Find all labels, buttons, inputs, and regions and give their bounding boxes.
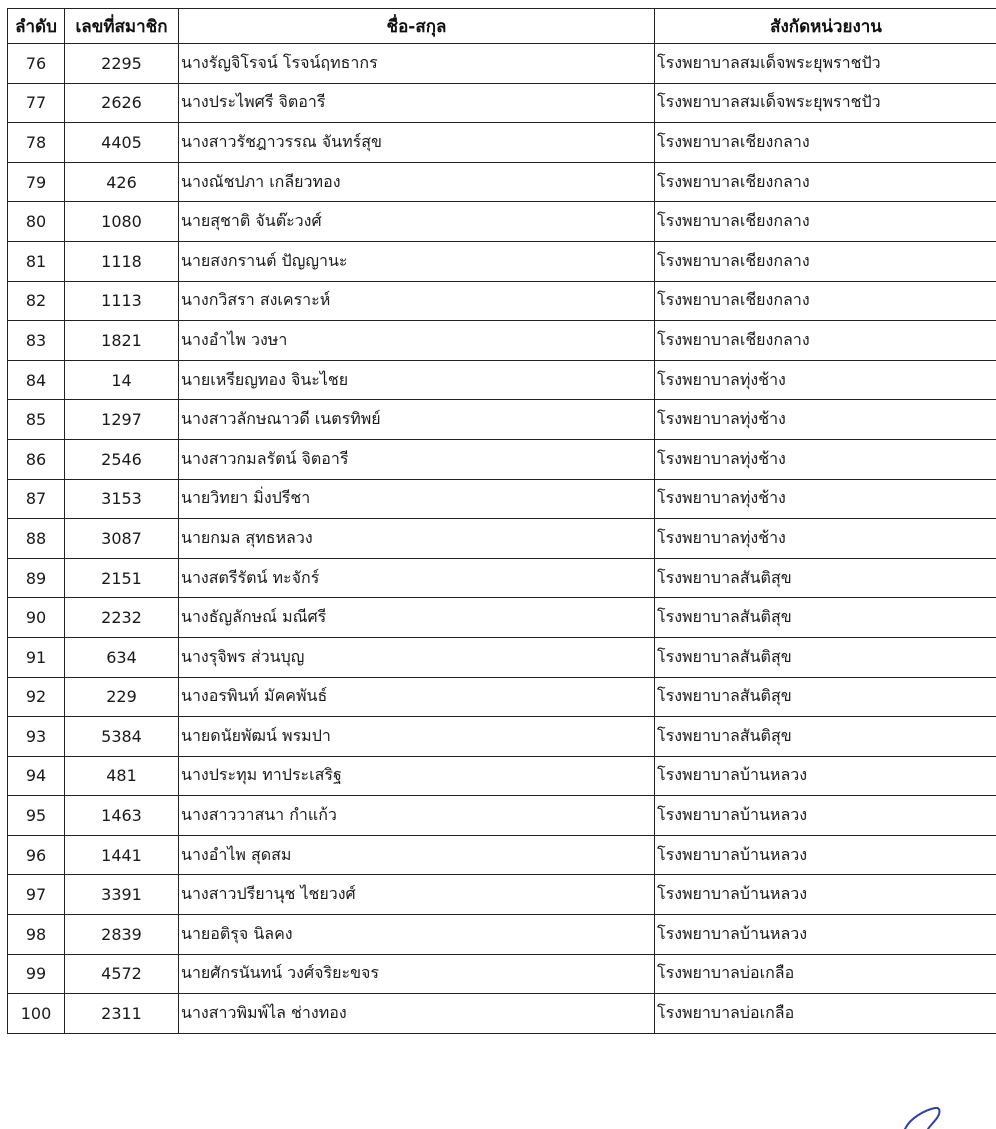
cell-no: 82 — [8, 281, 65, 321]
cell-unit: โรงพยาบาลบ้านหลวง — [655, 915, 996, 955]
cell-no: 86 — [8, 439, 65, 479]
table-row — [8, 479, 996, 519]
cell-name: นายศักรนันทน์ วงศ์จริยะขจร — [179, 954, 655, 994]
cell-unit: โรงพยาบาลเชียงกลาง — [655, 241, 996, 281]
cell-no: 93 — [8, 717, 65, 757]
cell-unit: โรงพยาบาลบ้านหลวง — [655, 796, 996, 836]
table-row — [8, 756, 996, 796]
table-row — [8, 123, 996, 163]
header-no: ลำดับ — [8, 9, 65, 44]
cell-member-id: 1441 — [65, 835, 179, 875]
cell-name: นางณัชปภา เกลียวทอง — [179, 162, 655, 202]
cell-unit: โรงพยาบาลทุ่งช้าง — [655, 439, 996, 479]
cell-name: นางสาวรัชฎาวรรณ จันทร์สุข — [179, 123, 655, 163]
cell-member-id: 2311 — [65, 994, 179, 1034]
cell-name: นางสาววาสนา กำแก้ว — [179, 796, 655, 836]
cell-member-id: 3087 — [65, 519, 179, 559]
cell-name: นายกมล สุทธหลวง — [179, 519, 655, 559]
cell-member-id: 1080 — [65, 202, 179, 242]
cell-unit: โรงพยาบาลสันติสุข — [655, 637, 996, 677]
table-row — [8, 994, 996, 1034]
cell-unit: โรงพยาบาลทุ่งช้าง — [655, 360, 996, 400]
cell-name: นางรัญจิโรจน์ โรจน์ฤทธากร — [179, 44, 655, 84]
table-row — [8, 558, 996, 598]
cell-name: นายเหรียญทอง จินะไชย — [179, 360, 655, 400]
cell-no: 83 — [8, 321, 65, 361]
cell-name: นางรุจิพร ส่วนบุญ — [179, 637, 655, 677]
cell-member-id: 2232 — [65, 598, 179, 638]
table-row — [8, 519, 996, 559]
cell-member-id: 4572 — [65, 954, 179, 994]
cell-member-id: 2295 — [65, 44, 179, 84]
cell-member-id: 426 — [65, 162, 179, 202]
cell-member-id: 3153 — [65, 479, 179, 519]
cell-unit: โรงพยาบาลบ้านหลวง — [655, 875, 996, 915]
table-row — [8, 915, 996, 955]
cell-unit: โรงพยาบาลสันติสุข — [655, 598, 996, 638]
cell-name: นางอำไพ สุดสม — [179, 835, 655, 875]
cell-unit: โรงพยาบาลเชียงกลาง — [655, 202, 996, 242]
cell-member-id: 14 — [65, 360, 179, 400]
table-body — [8, 44, 996, 1034]
cell-no: 97 — [8, 875, 65, 915]
member-list-table — [7, 8, 996, 1034]
table-row — [8, 44, 996, 84]
cell-unit: โรงพยาบาลเชียงกลาง — [655, 162, 996, 202]
cell-no: 85 — [8, 400, 65, 440]
cell-member-id: 4405 — [65, 123, 179, 163]
cell-unit: โรงพยาบาลบ้านหลวง — [655, 835, 996, 875]
cell-member-id: 1297 — [65, 400, 179, 440]
header-row — [8, 9, 996, 44]
cell-unit: โรงพยาบาลทุ่งช้าง — [655, 519, 996, 559]
cell-name: นางอรพินท์ มัคคพันธ์ — [179, 677, 655, 717]
cell-unit: โรงพยาบาลทุ่งช้าง — [655, 479, 996, 519]
table-row — [8, 241, 996, 281]
cell-no: 89 — [8, 558, 65, 598]
cell-name: นางกวิสรา สงเคราะห์ — [179, 281, 655, 321]
cell-name: นางสาวลักษณาวดี เนตรทิพย์ — [179, 400, 655, 440]
cell-member-id: 1113 — [65, 281, 179, 321]
table-header — [8, 9, 996, 44]
header-name: ชื่อ-สกุล — [179, 9, 655, 44]
table-row — [8, 954, 996, 994]
table-row — [8, 400, 996, 440]
cell-member-id: 481 — [65, 756, 179, 796]
cell-name: นางสาวพิมพ์ไล ช่างทอง — [179, 994, 655, 1034]
cell-no: 84 — [8, 360, 65, 400]
header-member-id: เลขที่สมาชิก — [65, 9, 179, 44]
cell-no: 79 — [8, 162, 65, 202]
table-row — [8, 83, 996, 123]
cell-unit: โรงพยาบาลทุ่งช้าง — [655, 400, 996, 440]
cell-member-id: 1821 — [65, 321, 179, 361]
table-row — [8, 439, 996, 479]
cell-unit: โรงพยาบาลเชียงกลาง — [655, 281, 996, 321]
cell-member-id: 2839 — [65, 915, 179, 955]
cell-name: นายอติรุจ นิลคง — [179, 915, 655, 955]
cell-no: 76 — [8, 44, 65, 84]
cell-unit: โรงพยาบาลบ้านหลวง — [655, 756, 996, 796]
table-row — [8, 598, 996, 638]
cell-no: 77 — [8, 83, 65, 123]
cell-name: นางสาวปรียานุช ไชยวงศ์ — [179, 875, 655, 915]
cell-no: 78 — [8, 123, 65, 163]
cell-name: นายวิทยา มิ่งปรีชา — [179, 479, 655, 519]
cell-name: นางสตรีรัตน์ ทะจักร์ — [179, 558, 655, 598]
cell-no: 94 — [8, 756, 65, 796]
cell-no: 96 — [8, 835, 65, 875]
cell-name: นางประไพศรี จิตอารี — [179, 83, 655, 123]
cell-member-id: 2626 — [65, 83, 179, 123]
cell-name: นางประทุม ทาประเสริฐ — [179, 756, 655, 796]
table-row — [8, 202, 996, 242]
cell-unit: โรงพยาบาลสมเด็จพระยุพราชปัว — [655, 44, 996, 84]
table-row — [8, 835, 996, 875]
table-row — [8, 360, 996, 400]
cell-no: 98 — [8, 915, 65, 955]
cell-no: 99 — [8, 954, 65, 994]
table-row — [8, 281, 996, 321]
cell-member-id: 634 — [65, 637, 179, 677]
cell-unit: โรงพยาบาลเชียงกลาง — [655, 321, 996, 361]
cell-no: 87 — [8, 479, 65, 519]
table-row — [8, 677, 996, 717]
cell-no: 80 — [8, 202, 65, 242]
cell-no: 95 — [8, 796, 65, 836]
cell-unit: โรงพยาบาลสมเด็จพระยุพราชปัว — [655, 83, 996, 123]
table-row — [8, 717, 996, 757]
cell-unit: โรงพยาบาลสันติสุข — [655, 558, 996, 598]
cell-no: 92 — [8, 677, 65, 717]
cell-name: นายดนัยพัฒน์ พรมปา — [179, 717, 655, 757]
table-row — [8, 796, 996, 836]
cell-member-id: 1463 — [65, 796, 179, 836]
cell-name: นายสุชาติ จันต๊ะวงศ์ — [179, 202, 655, 242]
table-row — [8, 875, 996, 915]
cell-no: 90 — [8, 598, 65, 638]
cell-unit: โรงพยาบาลบ่อเกลือ — [655, 954, 996, 994]
cell-member-id: 3391 — [65, 875, 179, 915]
cell-unit: โรงพยาบาลเชียงกลาง — [655, 123, 996, 163]
cell-name: นางสาวกมลรัตน์ จิตอารี — [179, 439, 655, 479]
header-unit: สังกัดหน่วยงาน — [655, 9, 996, 44]
cell-member-id: 1118 — [65, 241, 179, 281]
table-row — [8, 637, 996, 677]
cell-member-id: 229 — [65, 677, 179, 717]
cell-no: 91 — [8, 637, 65, 677]
cell-unit: โรงพยาบาลบ่อเกลือ — [655, 994, 996, 1034]
cell-member-id: 5384 — [65, 717, 179, 757]
cell-name: นายสงกรานต์ ปัญญานะ — [179, 241, 655, 281]
table-row — [8, 162, 996, 202]
cell-unit: โรงพยาบาลสันติสุข — [655, 717, 996, 757]
cell-no: 88 — [8, 519, 65, 559]
cell-unit: โรงพยาบาลสันติสุข — [655, 677, 996, 717]
cell-no: 100 — [8, 994, 65, 1034]
cell-no: 81 — [8, 241, 65, 281]
cell-member-id: 2151 — [65, 558, 179, 598]
cell-member-id: 2546 — [65, 439, 179, 479]
cell-name: นางอำไพ วงษา — [179, 321, 655, 361]
table-row — [8, 321, 996, 361]
cell-name: นางธัญลักษณ์ มณีศรี — [179, 598, 655, 638]
